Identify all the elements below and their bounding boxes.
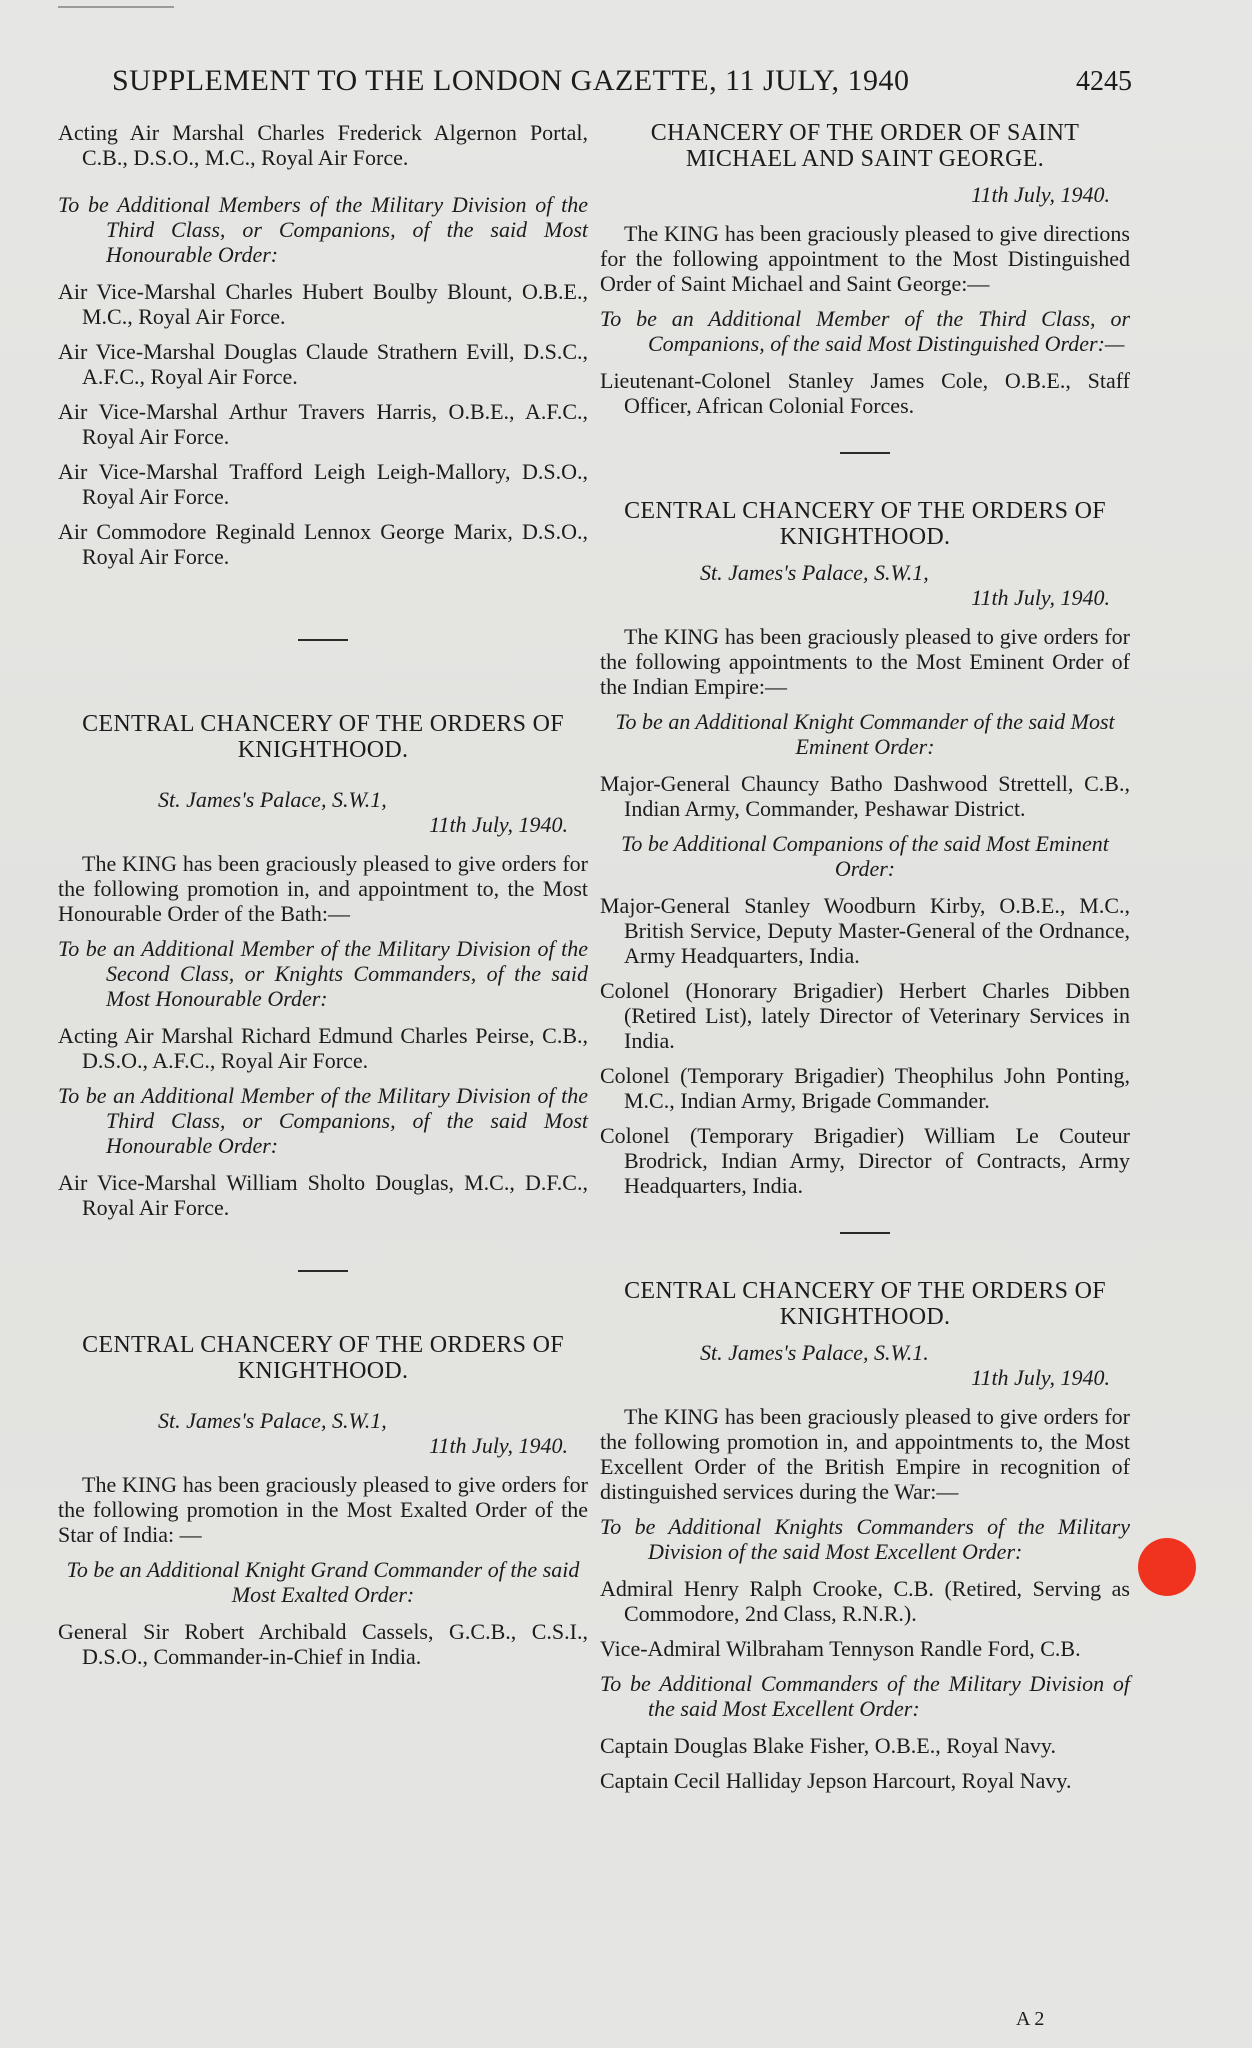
corner-rule [58,6,174,8]
announcement-paragraph: The KING has been graciously pleased to give orders for the following appointments to the Most Eminent Order of the Indian Empire:— [600,624,1130,699]
section-divider [840,1232,890,1234]
award-class-heading: To be an Additional Member of the Military Division of the Second Class, or Knights Commanders, of the said Most Honourable Order: [58,936,588,1011]
dateline-date: 11th July, 1940. [971,1365,1110,1390]
dateline-place: St. James's Palace, S.W.1, [158,1408,387,1433]
dateline-place: St. James's Palace, S.W.1. [700,1340,929,1365]
award-entry: Vice-Admiral Wilbraham Tennyson Randle Ford, C.B. [600,1636,1081,1661]
printer-signature: A 2 [1016,2008,1045,2030]
award-entry: Colonel (Temporary Brigadier) Theophilus John Ponting, M.C., Indian Army, Brigade Commander. [600,1063,1130,1113]
award-entry: Acting Air Marshal Richard Edmund Charles Peirse, C.B., D.S.O., A.F.C., Royal Air Force. [58,1023,588,1073]
award-class-heading: To be Additional Knights Commanders of the Military Division of the said Most Excellent Order: [600,1514,1130,1564]
dateline [600,560,1130,610]
award-class-heading: To be Additional Commanders of the Military Division of the said Most Excellent Order: [600,1671,1130,1721]
section-divider [840,452,890,454]
award-class-heading: To be an Additional Knight Grand Commander of the said Most Exalted Order: [66,1557,580,1607]
award-entry: Air Commodore Reginald Lennox George Marix, D.S.O., Royal Air Force. [58,519,588,569]
announcement-paragraph: The KING has been graciously pleased to give orders for the following promotion in the Most Exalted Order of the Star of India: — [58,1472,588,1547]
page-title: SUPPLEMENT TO THE LONDON GAZETTE, 11 JULY, 1940 [112,64,910,97]
section-divider [298,639,348,641]
award-entry: General Sir Robert Archibald Cassels, G.C.B., C.S.I., D.S.O., Commander-in-Chief in India. [58,1619,588,1669]
award-entry: Major-General Chauncy Batho Dashwood Strettell, C.B., Indian Army, Commander, Peshawar District. [600,771,1130,821]
dateline-date: 11th July, 1940. [971,182,1110,207]
award-entry: Air Vice-Marshal William Sholto Douglas, M.C., D.F.C., Royal Air Force. [58,1170,588,1220]
page-header [112,64,1132,108]
dateline [600,1340,1130,1390]
award-entry: Air Vice-Marshal Douglas Claude Strathern Evill, D.S.C., A.F.C., Royal Air Force. [58,339,588,389]
award-entry: Acting Air Marshal Charles Frederick Algernon Portal, C.B., D.S.O., M.C., Royal Air Force. [58,120,588,170]
award-entry: Colonel (Honorary Brigadier) Herbert Charles Dibben (Retired List), lately Director of Veterinary Services in India. [600,978,1130,1053]
dateline-date: 11th July, 1940. [971,585,1110,610]
award-entry: Air Vice-Marshal Charles Hubert Boulby Blount, O.B.E., M.C., Royal Air Force. [58,279,588,329]
announcement-paragraph: The KING has been graciously pleased to give directions for the following appointment to the Most Distinguished Order of Saint Michael and Saint George:— [600,221,1130,296]
award-class-heading: To be an Additional Member of the Military Division of the Third Class, or Companions, of the said Most Honourable Order: [58,1083,588,1158]
award-class-heading: To be Additional Companions of the said Most Eminent Order: [621,831,1109,881]
dateline-date: 11th July, 1940. [429,1433,568,1458]
section-heading: CENTRAL CHANCERY OF THE ORDERS OF KNIGHTHOOD. [624,498,1106,550]
award-entry: Air Vice-Marshal Arthur Travers Harris, O.B.E., A.F.C., Royal Air Force. [58,399,588,449]
announcement-paragraph: The KING has been graciously pleased to give orders for the following promotion in, and appointments to, the Most Excellent Order of the British Empire in recognition of distinguished services during the War:— [600,1404,1130,1504]
award-class-heading: To be an Additional Knight Commander of the said Most Eminent Order: [615,709,1115,759]
award-class-heading: To be Additional Members of the Military Division of the Third Class, or Companions, of the said Most Honourable Order: [58,192,588,267]
page-number: 4245 [1076,66,1132,97]
award-entry: Admiral Henry Ralph Crooke, C.B. (Retired, Serving as Commodore, 2nd Class, R.N.R.). [600,1576,1130,1626]
dateline [600,182,1130,207]
section-heading: CHANCERY OF THE ORDER OF SAINT MICHAEL AND SAINT GEORGE. [650,120,1080,172]
dateline-date: 11th July, 1940. [429,812,568,837]
award-entry: Major-General Stanley Woodburn Kirby, O.B.E., M.C., British Service, Deputy Master-General of the Ordnance, Army Headquarters, India. [600,893,1130,968]
section-heading: CENTRAL CHANCERY OF THE ORDERS OF KNIGHTHOOD. [82,1332,564,1384]
award-entry: Captain Cecil Halliday Jepson Harcourt, Royal Navy. [600,1768,1072,1793]
dateline [58,1408,588,1458]
dateline-place: St. James's Palace, S.W.1, [158,787,387,812]
award-entry: Air Vice-Marshal Trafford Leigh Leigh-Mallory, D.S.O., Royal Air Force. [58,459,588,509]
award-entry: Captain Douglas Blake Fisher, O.B.E., Royal Navy. [600,1733,1056,1758]
left-column [58,120,588,1679]
section-heading: CENTRAL CHANCERY OF THE ORDERS OF KNIGHTHOOD. [82,711,564,763]
section-divider [298,1270,348,1272]
right-column [600,120,1130,1803]
award-entry: Colonel (Temporary Brigadier) William Le Couteur Brodrick, Indian Army, Director of Contracts, Army Headquarters, India. [600,1123,1130,1198]
dateline [58,787,588,837]
dateline-place: St. James's Palace, S.W.1, [700,560,929,585]
red-dot-marker [1138,1538,1196,1596]
section-heading: CENTRAL CHANCERY OF THE ORDERS OF KNIGHTHOOD. [624,1278,1106,1330]
award-entry: Lieutenant-Colonel Stanley James Cole, O.B.E., Staff Officer, African Colonial Forces. [600,368,1130,418]
announcement-paragraph: The KING has been graciously pleased to give orders for the following promotion in, and appointment to, the Most Honourable Order of the Bath:— [58,851,588,926]
award-class-heading: To be an Additional Member of the Third Class, or Companions, of the said Most Distinguished Order:— [600,306,1130,356]
